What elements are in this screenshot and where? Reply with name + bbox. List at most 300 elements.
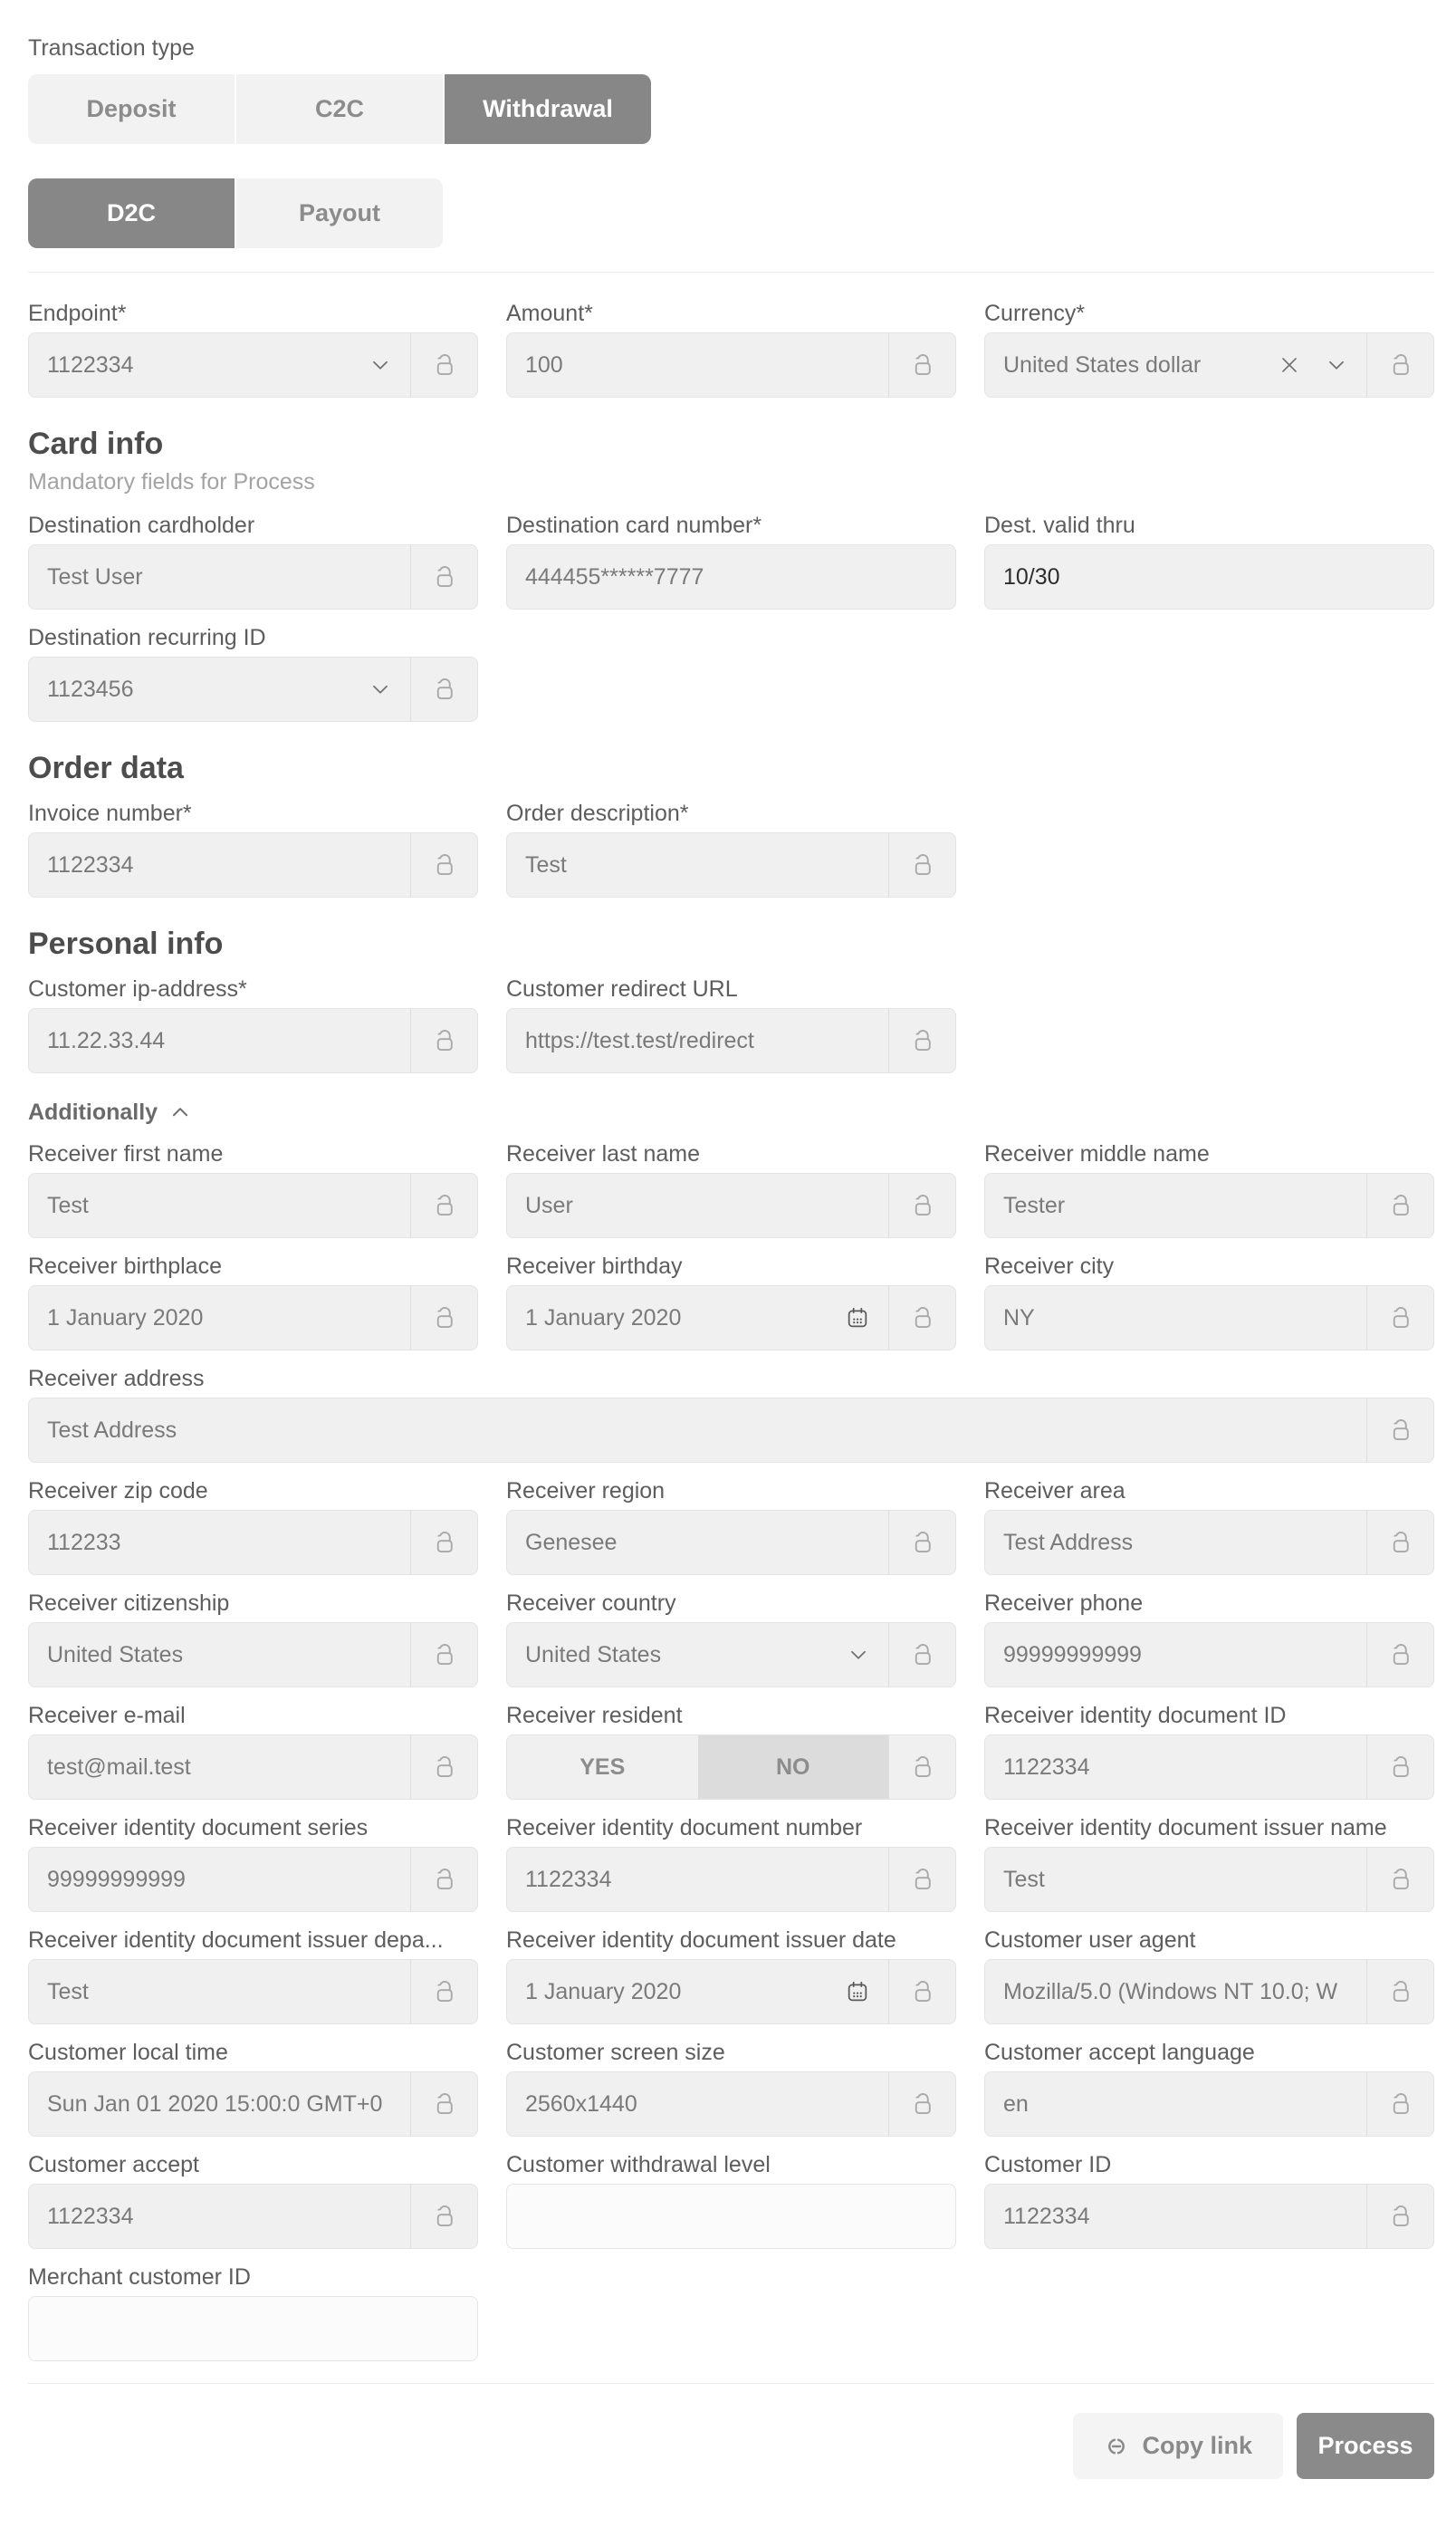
- dest-valid-thru-field[interactable]: [984, 544, 1434, 610]
- receiver-middle-name-field[interactable]: [984, 1173, 1434, 1238]
- dest-valid-thru-label: Dest. valid thru: [984, 513, 1135, 538]
- receiver-resident-lock-button[interactable]: [888, 1735, 955, 1799]
- receiver-identity-document-issuer-department-input[interactable]: [29, 1960, 410, 2023]
- receiver-citizenship-field[interactable]: [28, 1622, 478, 1687]
- merchant-customer-id-input[interactable]: [29, 2297, 477, 2360]
- lock-open-icon: [431, 563, 458, 591]
- receiver-identity-document-id-value: 1122334: [1003, 1754, 1090, 1780]
- lock-open-icon: [431, 1529, 458, 1556]
- receiver-zip-code-value: 112233: [47, 1529, 121, 1555]
- order-description-value: Test: [525, 851, 567, 878]
- invoice-number-input[interactable]: [29, 833, 410, 897]
- receiver-identity-document-number-field[interactable]: [506, 1847, 956, 1912]
- receiver-email-field[interactable]: [28, 1734, 478, 1800]
- footer-divider: [28, 2383, 1434, 2384]
- lock-open-icon: [909, 351, 936, 379]
- receiver-identity-document-issuer-department-block: [28, 1926, 478, 2024]
- endpoint-label: Endpoint*: [28, 301, 127, 326]
- dest-valid-thru-block: [984, 512, 1434, 610]
- receiver-address-value: Test Address: [47, 1417, 177, 1443]
- invoice-number-lock-button[interactable]: [410, 833, 477, 897]
- customer-id-value: 1122334: [1003, 2203, 1090, 2229]
- calendar-icon[interactable]: [845, 1979, 870, 2004]
- transaction-type-label: Transaction type: [28, 35, 195, 61]
- lock-open-icon: [431, 1192, 458, 1219]
- receiver-phone-value: 99999999999: [1003, 1641, 1142, 1667]
- receiver-birthday-field[interactable]: [506, 1285, 956, 1350]
- receiver-identity-document-issuer-date-label: Receiver identity document issuer date: [506, 1927, 896, 1953]
- lock-open-icon: [909, 1641, 936, 1668]
- merchant-customer-id-label: Merchant customer ID: [28, 2264, 251, 2290]
- transaction-type-tabs: [28, 74, 1434, 144]
- lock-open-icon: [1387, 351, 1414, 379]
- customer-local-time-field[interactable]: [28, 2071, 478, 2137]
- receiver-region-input[interactable]: [507, 1511, 888, 1574]
- section-heading-card-info: Card info: [28, 427, 164, 461]
- receiver-middle-name-input[interactable]: [985, 1174, 1366, 1237]
- customer-accept-language-lock-button[interactable]: [1366, 2072, 1433, 2136]
- tab-c2c[interactable]: C2C: [236, 74, 443, 144]
- receiver-middle-name-label: Receiver middle name: [984, 1141, 1210, 1167]
- customer-id-field[interactable]: [984, 2184, 1434, 2249]
- endpoint-field[interactable]: [28, 332, 478, 398]
- customer-id-input[interactable]: [985, 2185, 1366, 2248]
- destination-card-number-input[interactable]: [507, 545, 955, 609]
- lock-open-icon: [1387, 1641, 1414, 1668]
- receiver-city-value: NY: [1003, 1304, 1035, 1331]
- order-description-label: Order description*: [506, 801, 689, 826]
- calendar-icon[interactable]: [845, 1305, 870, 1331]
- customer-ip-address-block: [28, 975, 478, 1073]
- receiver-zip-code-field[interactable]: [28, 1510, 478, 1575]
- currency-label: Currency*: [984, 301, 1086, 326]
- receiver-area-input[interactable]: [985, 1511, 1366, 1574]
- receiver-area-label: Receiver area: [984, 1478, 1126, 1504]
- receiver-region-label: Receiver region: [506, 1478, 666, 1504]
- receiver-resident-block: [506, 1702, 956, 1800]
- receiver-city-field[interactable]: [984, 1285, 1434, 1350]
- tab-payout[interactable]: Payout: [236, 178, 443, 248]
- receiver-phone-field[interactable]: [984, 1622, 1434, 1687]
- form-row: [28, 1253, 1434, 1350]
- receiver-birthday-label: Receiver birthday: [506, 1254, 683, 1279]
- lock-open-icon: [1387, 1417, 1414, 1444]
- receiver-country-input[interactable]: [507, 1623, 888, 1686]
- destination-recurring-id-value: 1123456: [47, 676, 134, 702]
- receiver-country-field[interactable]: [506, 1622, 956, 1687]
- receiver-city-block: [984, 1253, 1434, 1350]
- customer-accept-language-field[interactable]: [984, 2071, 1434, 2137]
- copy-link-label: Copy link: [1142, 2432, 1252, 2459]
- lock-open-icon: [909, 1978, 936, 2005]
- form-row: [28, 800, 1434, 898]
- receiver-zip-code-lock-button[interactable]: [410, 1511, 477, 1574]
- form-row: [28, 300, 1434, 398]
- customer-user-agent-lock-button[interactable]: [1366, 1960, 1433, 2023]
- receiver-citizenship-input[interactable]: [29, 1623, 410, 1686]
- destination-card-number-value: 444455******7777: [525, 563, 704, 590]
- receiver-resident-option-no[interactable]: NO: [698, 1735, 889, 1799]
- receiver-birthplace-field[interactable]: [28, 1285, 478, 1350]
- receiver-resident-label: Receiver resident: [506, 1703, 683, 1728]
- section-heading-personal-info: Personal info: [28, 927, 224, 961]
- form-row: [28, 1926, 1434, 2024]
- receiver-identity-document-series-block: [28, 1814, 478, 1912]
- form-row: [28, 1702, 1434, 1800]
- clear-icon[interactable]: [1278, 353, 1301, 377]
- receiver-city-input[interactable]: [985, 1286, 1366, 1350]
- receiver-country-lock-button[interactable]: [888, 1623, 955, 1686]
- dest-valid-thru-input[interactable]: [985, 545, 1433, 609]
- receiver-identity-document-series-field[interactable]: [28, 1847, 478, 1912]
- chevron-down-icon[interactable]: [369, 677, 392, 701]
- customer-ip-address-input[interactable]: [29, 1009, 410, 1072]
- customer-user-agent-field[interactable]: [984, 1959, 1434, 2024]
- receiver-email-lock-button[interactable]: [410, 1735, 477, 1799]
- dest-valid-thru-value: 10/30: [1003, 563, 1060, 590]
- receiver-identity-document-id-lock-button[interactable]: [1366, 1735, 1433, 1799]
- receiver-last-name-value: User: [525, 1192, 573, 1218]
- form-row: [28, 1590, 1434, 1687]
- amount-lock-button[interactable]: [888, 333, 955, 397]
- receiver-birthday-input[interactable]: [507, 1286, 888, 1350]
- tab-d2c[interactable]: D2C: [28, 178, 235, 248]
- receiver-birthday-lock-button[interactable]: [888, 1286, 955, 1350]
- destination-recurring-id-lock-button[interactable]: [410, 658, 477, 721]
- lock-open-icon: [431, 1304, 458, 1331]
- lock-open-icon: [431, 2203, 458, 2230]
- lock-open-icon: [1387, 1529, 1414, 1556]
- process-button[interactable]: Process: [1297, 2413, 1434, 2479]
- currency-value: United States dollar: [1003, 351, 1202, 378]
- receiver-first-name-field[interactable]: [28, 1173, 478, 1238]
- customer-user-agent-label: Customer user agent: [984, 1927, 1196, 1953]
- receiver-country-label: Receiver country: [506, 1590, 676, 1616]
- customer-local-time-input[interactable]: [29, 2072, 410, 2136]
- customer-accept-input[interactable]: [29, 2185, 410, 2248]
- receiver-identity-document-issuer-department-value: Test: [47, 1978, 89, 2004]
- receiver-first-name-label: Receiver first name: [28, 1141, 224, 1167]
- receiver-address-field[interactable]: [28, 1398, 1434, 1463]
- chevron-down-icon[interactable]: [369, 353, 392, 377]
- amount-block: [506, 300, 956, 398]
- receiver-last-name-field[interactable]: [506, 1173, 956, 1238]
- receiver-phone-block: [984, 1590, 1434, 1687]
- receiver-birthplace-value: 1 January 2020: [47, 1304, 204, 1331]
- lock-open-icon: [909, 1192, 936, 1219]
- destination-recurring-id-block: [28, 624, 478, 722]
- receiver-region-block: [506, 1477, 956, 1575]
- lock-open-icon: [1387, 1304, 1414, 1331]
- amount-value: 100: [525, 351, 563, 378]
- receiver-first-name-block: [28, 1140, 478, 1238]
- customer-redirect-url-label: Customer redirect URL: [506, 976, 738, 1002]
- receiver-first-name-lock-button[interactable]: [410, 1174, 477, 1237]
- lock-open-icon: [431, 851, 458, 879]
- customer-withdrawal-level-block: [506, 2151, 956, 2249]
- order-description-lock-button[interactable]: [888, 833, 955, 897]
- invoice-number-value: 1122334: [47, 851, 134, 878]
- currency-block: [984, 300, 1434, 398]
- receiver-address-input[interactable]: [29, 1398, 1366, 1462]
- customer-accept-language-label: Customer accept language: [984, 2040, 1255, 2065]
- receiver-email-label: Receiver e-mail: [28, 1703, 186, 1728]
- customer-withdrawal-level-input[interactable]: [507, 2185, 955, 2248]
- destination-recurring-id-input[interactable]: [29, 658, 410, 721]
- lock-open-icon: [431, 1754, 458, 1781]
- receiver-region-value: Genesee: [525, 1529, 618, 1555]
- form-row: [28, 1477, 1434, 1575]
- invoice-number-label: Invoice number*: [28, 801, 192, 826]
- lock-open-icon: [909, 1529, 936, 1556]
- destination-cardholder-value: Test User: [47, 563, 143, 590]
- lock-open-icon: [431, 1641, 458, 1668]
- lock-open-icon: [1387, 1978, 1414, 2005]
- lock-open-icon: [431, 2090, 458, 2118]
- chevron-down-icon[interactable]: [847, 1643, 870, 1667]
- additionally-toggle[interactable]: [28, 1099, 1434, 1126]
- customer-withdrawal-level-field[interactable]: [506, 2184, 956, 2249]
- receiver-phone-lock-button[interactable]: [1366, 1623, 1433, 1686]
- destination-card-number-field[interactable]: [506, 544, 956, 610]
- lock-open-icon: [1387, 1192, 1414, 1219]
- receiver-middle-name-lock-button[interactable]: [1366, 1174, 1433, 1237]
- receiver-first-name-value: Test: [47, 1192, 89, 1218]
- tab-deposit[interactable]: Deposit: [28, 74, 235, 144]
- receiver-phone-label: Receiver phone: [984, 1590, 1144, 1616]
- receiver-last-name-input[interactable]: [507, 1174, 888, 1237]
- customer-accept-language-input[interactable]: [985, 2072, 1366, 2136]
- form-row: [28, 2039, 1434, 2137]
- lock-open-icon: [1387, 2203, 1414, 2230]
- lock-open-icon: [909, 1027, 936, 1054]
- lock-open-icon: [431, 351, 458, 379]
- amount-field[interactable]: [506, 332, 956, 398]
- receiver-address-label: Receiver address: [28, 1366, 205, 1391]
- amount-input[interactable]: [507, 333, 888, 397]
- merchant-customer-id-field[interactable]: [28, 2296, 478, 2361]
- receiver-identity-document-issuer-name-field[interactable]: [984, 1847, 1434, 1912]
- customer-user-agent-input[interactable]: [985, 1960, 1366, 2023]
- receiver-identity-document-number-input[interactable]: [507, 1848, 888, 1911]
- top-divider: [28, 272, 1434, 273]
- receiver-area-block: [984, 1477, 1434, 1575]
- receiver-city-label: Receiver city: [984, 1254, 1115, 1279]
- order-description-input[interactable]: [507, 833, 888, 897]
- endpoint-block: [28, 300, 478, 398]
- receiver-first-name-input[interactable]: [29, 1174, 410, 1237]
- destination-card-number-block: [506, 512, 956, 610]
- receiver-identity-document-series-lock-button[interactable]: [410, 1848, 477, 1911]
- customer-id-block: [984, 2151, 1434, 2249]
- receiver-identity-document-issuer-department-label: Receiver identity document issuer depa...: [28, 1927, 444, 1953]
- form-row: [28, 624, 1434, 722]
- lock-open-icon: [909, 851, 936, 879]
- receiver-identity-document-series-input[interactable]: [29, 1848, 410, 1911]
- receiver-birthplace-label: Receiver birthplace: [28, 1254, 222, 1279]
- lock-open-icon: [909, 2090, 936, 2118]
- receiver-identity-document-number-value: 1122334: [525, 1866, 612, 1892]
- lock-open-icon: [909, 1304, 936, 1331]
- receiver-citizenship-lock-button[interactable]: [410, 1623, 477, 1686]
- receiver-identity-document-issuer-date-input[interactable]: [507, 1960, 888, 2023]
- customer-local-time-block: [28, 2039, 478, 2137]
- customer-accept-lock-button[interactable]: [410, 2185, 477, 2248]
- receiver-citizenship-block: [28, 1590, 478, 1687]
- receiver-identity-document-issuer-date-block: [506, 1926, 956, 2024]
- customer-ip-address-field[interactable]: [28, 1008, 478, 1073]
- receiver-identity-document-series-label: Receiver identity document series: [28, 1815, 369, 1840]
- form-row: [28, 1814, 1434, 1912]
- customer-screen-size-block: [506, 2039, 956, 2137]
- form-row: [28, 512, 1434, 610]
- receiver-region-field[interactable]: [506, 1510, 956, 1575]
- receiver-email-value: test@mail.test: [47, 1754, 191, 1780]
- destination-recurring-id-label: Destination recurring ID: [28, 625, 266, 650]
- receiver-country-block: [506, 1590, 956, 1687]
- customer-user-agent-block: [984, 1926, 1434, 2024]
- receiver-last-name-lock-button[interactable]: [888, 1174, 955, 1237]
- receiver-identity-document-issuer-name-input[interactable]: [985, 1848, 1366, 1911]
- destination-recurring-id-field[interactable]: [28, 657, 478, 722]
- receiver-birthplace-input[interactable]: [29, 1286, 410, 1350]
- receiver-zip-code-label: Receiver zip code: [28, 1478, 208, 1504]
- customer-id-lock-button[interactable]: [1366, 2185, 1433, 2248]
- receiver-country-value: United States: [525, 1641, 662, 1667]
- order-description-block: [506, 800, 956, 898]
- copy-link-button[interactable]: [1073, 2413, 1283, 2479]
- customer-screen-size-value: 2560x1440: [525, 2090, 637, 2117]
- tab-withdrawal[interactable]: Withdrawal: [445, 74, 651, 144]
- lock-open-icon: [431, 1978, 458, 2005]
- receiver-zip-code-input[interactable]: [29, 1511, 410, 1574]
- customer-local-time-lock-button[interactable]: [410, 2072, 477, 2136]
- receiver-email-block: [28, 1702, 478, 1800]
- customer-id-label: Customer ID: [984, 2152, 1112, 2177]
- receiver-birthplace-block: [28, 1253, 478, 1350]
- receiver-identity-document-id-field[interactable]: [984, 1734, 1434, 1800]
- destination-cardholder-field[interactable]: [28, 544, 478, 610]
- customer-withdrawal-level-label: Customer withdrawal level: [506, 2152, 771, 2177]
- receiver-identity-document-id-input[interactable]: [985, 1735, 1366, 1799]
- order-description-field[interactable]: [506, 832, 956, 898]
- form-row: [28, 1140, 1434, 1238]
- additionally-label: Additionally: [28, 1100, 158, 1125]
- customer-screen-size-field[interactable]: [506, 2071, 956, 2137]
- customer-redirect-url-input[interactable]: [507, 1009, 888, 1072]
- receiver-identity-document-number-label: Receiver identity document number: [506, 1815, 863, 1840]
- receiver-address-block: [28, 1365, 1434, 1463]
- endpoint-value: 1122334: [47, 351, 134, 378]
- lock-open-icon: [909, 1754, 936, 1781]
- receiver-last-name-label: Receiver last name: [506, 1141, 700, 1167]
- endpoint-lock-button[interactable]: [410, 333, 477, 397]
- destination-card-number-label: Destination card number*: [506, 513, 762, 538]
- invoice-number-block: [28, 800, 478, 898]
- customer-accept-language-block: [984, 2039, 1434, 2137]
- section-heading-order-data: Order data: [28, 751, 184, 785]
- customer-redirect-url-value: https://test.test/redirect: [525, 1027, 754, 1053]
- transaction-subtype-tabs: [28, 178, 1434, 248]
- receiver-zip-code-block: [28, 1477, 478, 1575]
- destination-cardholder-input[interactable]: [29, 545, 410, 609]
- receiver-birthday-block: [506, 1253, 956, 1350]
- form-body: [28, 300, 1434, 2361]
- lock-open-icon: [431, 676, 458, 703]
- receiver-region-lock-button[interactable]: [888, 1511, 955, 1574]
- amount-label: Amount*: [506, 301, 593, 326]
- receiver-city-lock-button[interactable]: [1366, 1286, 1433, 1350]
- receiver-citizenship-value: United States: [47, 1641, 184, 1667]
- customer-redirect-url-field[interactable]: [506, 1008, 956, 1073]
- currency-field[interactable]: [984, 332, 1434, 398]
- receiver-identity-document-issuer-name-lock-button[interactable]: [1366, 1848, 1433, 1911]
- receiver-resident-toggle: [507, 1735, 888, 1799]
- receiver-identity-document-issuer-name-label: Receiver identity document issuer name: [984, 1815, 1387, 1840]
- receiver-birthplace-lock-button[interactable]: [410, 1286, 477, 1350]
- customer-accept-field[interactable]: [28, 2184, 478, 2249]
- currency-lock-button[interactable]: [1366, 333, 1433, 397]
- receiver-identity-document-id-label: Receiver identity document ID: [984, 1703, 1287, 1728]
- receiver-phone-input[interactable]: [985, 1623, 1366, 1686]
- receiver-identity-document-issuer-department-field[interactable]: [28, 1959, 478, 2024]
- destination-cardholder-label: Destination cardholder: [28, 513, 255, 538]
- receiver-identity-document-issuer-date-value: 1 January 2020: [525, 1978, 682, 2004]
- destination-cardholder-lock-button[interactable]: [410, 545, 477, 609]
- customer-user-agent-value: Mozilla/5.0 (Windows NT 10.0; W: [1003, 1978, 1338, 2004]
- receiver-identity-document-issuer-department-lock-button[interactable]: [410, 1960, 477, 2023]
- receiver-address-lock-button[interactable]: [1366, 1398, 1433, 1462]
- receiver-email-input[interactable]: [29, 1735, 410, 1799]
- footer-actions: [28, 2413, 1434, 2479]
- receiver-area-value: Test Address: [1003, 1529, 1134, 1555]
- customer-accept-block: [28, 2151, 478, 2249]
- receiver-area-lock-button[interactable]: [1366, 1511, 1433, 1574]
- chevron-up-icon: [168, 1100, 192, 1124]
- receiver-resident-option-yes[interactable]: YES: [580, 1754, 626, 1780]
- section-subheading-card-info: Mandatory fields for Process: [28, 469, 315, 495]
- customer-accept-value: 1122334: [47, 2203, 134, 2229]
- customer-local-time-label: Customer local time: [28, 2040, 228, 2065]
- form-row: [28, 975, 1434, 1073]
- form-row: [28, 1365, 1434, 1463]
- customer-accept-label: Customer accept: [28, 2152, 199, 2177]
- chevron-down-icon[interactable]: [1325, 353, 1348, 377]
- currency-input[interactable]: [985, 333, 1366, 397]
- form-row: [28, 2151, 1434, 2249]
- receiver-resident-field[interactable]: [506, 1734, 956, 1800]
- receiver-identity-document-number-lock-button[interactable]: [888, 1848, 955, 1911]
- form-row: [28, 2263, 1434, 2361]
- receiver-middle-name-value: Tester: [1003, 1192, 1066, 1218]
- receiver-identity-document-issuer-date-lock-button[interactable]: [888, 1960, 955, 2023]
- receiver-citizenship-label: Receiver citizenship: [28, 1590, 230, 1616]
- customer-screen-size-lock-button[interactable]: [888, 2072, 955, 2136]
- invoice-number-field[interactable]: [28, 832, 478, 898]
- endpoint-input[interactable]: [29, 333, 410, 397]
- receiver-middle-name-block: [984, 1140, 1434, 1238]
- lock-open-icon: [431, 1027, 458, 1054]
- customer-redirect-url-lock-button[interactable]: [888, 1009, 955, 1072]
- receiver-identity-document-number-block: [506, 1814, 956, 1912]
- customer-screen-size-input[interactable]: [507, 2072, 888, 2136]
- receiver-identity-document-issuer-date-field[interactable]: [506, 1959, 956, 2024]
- link-icon: [1104, 2434, 1129, 2459]
- destination-cardholder-block: [28, 512, 478, 610]
- customer-ip-address-lock-button[interactable]: [410, 1009, 477, 1072]
- customer-accept-language-value: en: [1003, 2090, 1029, 2117]
- receiver-area-field[interactable]: [984, 1510, 1434, 1575]
